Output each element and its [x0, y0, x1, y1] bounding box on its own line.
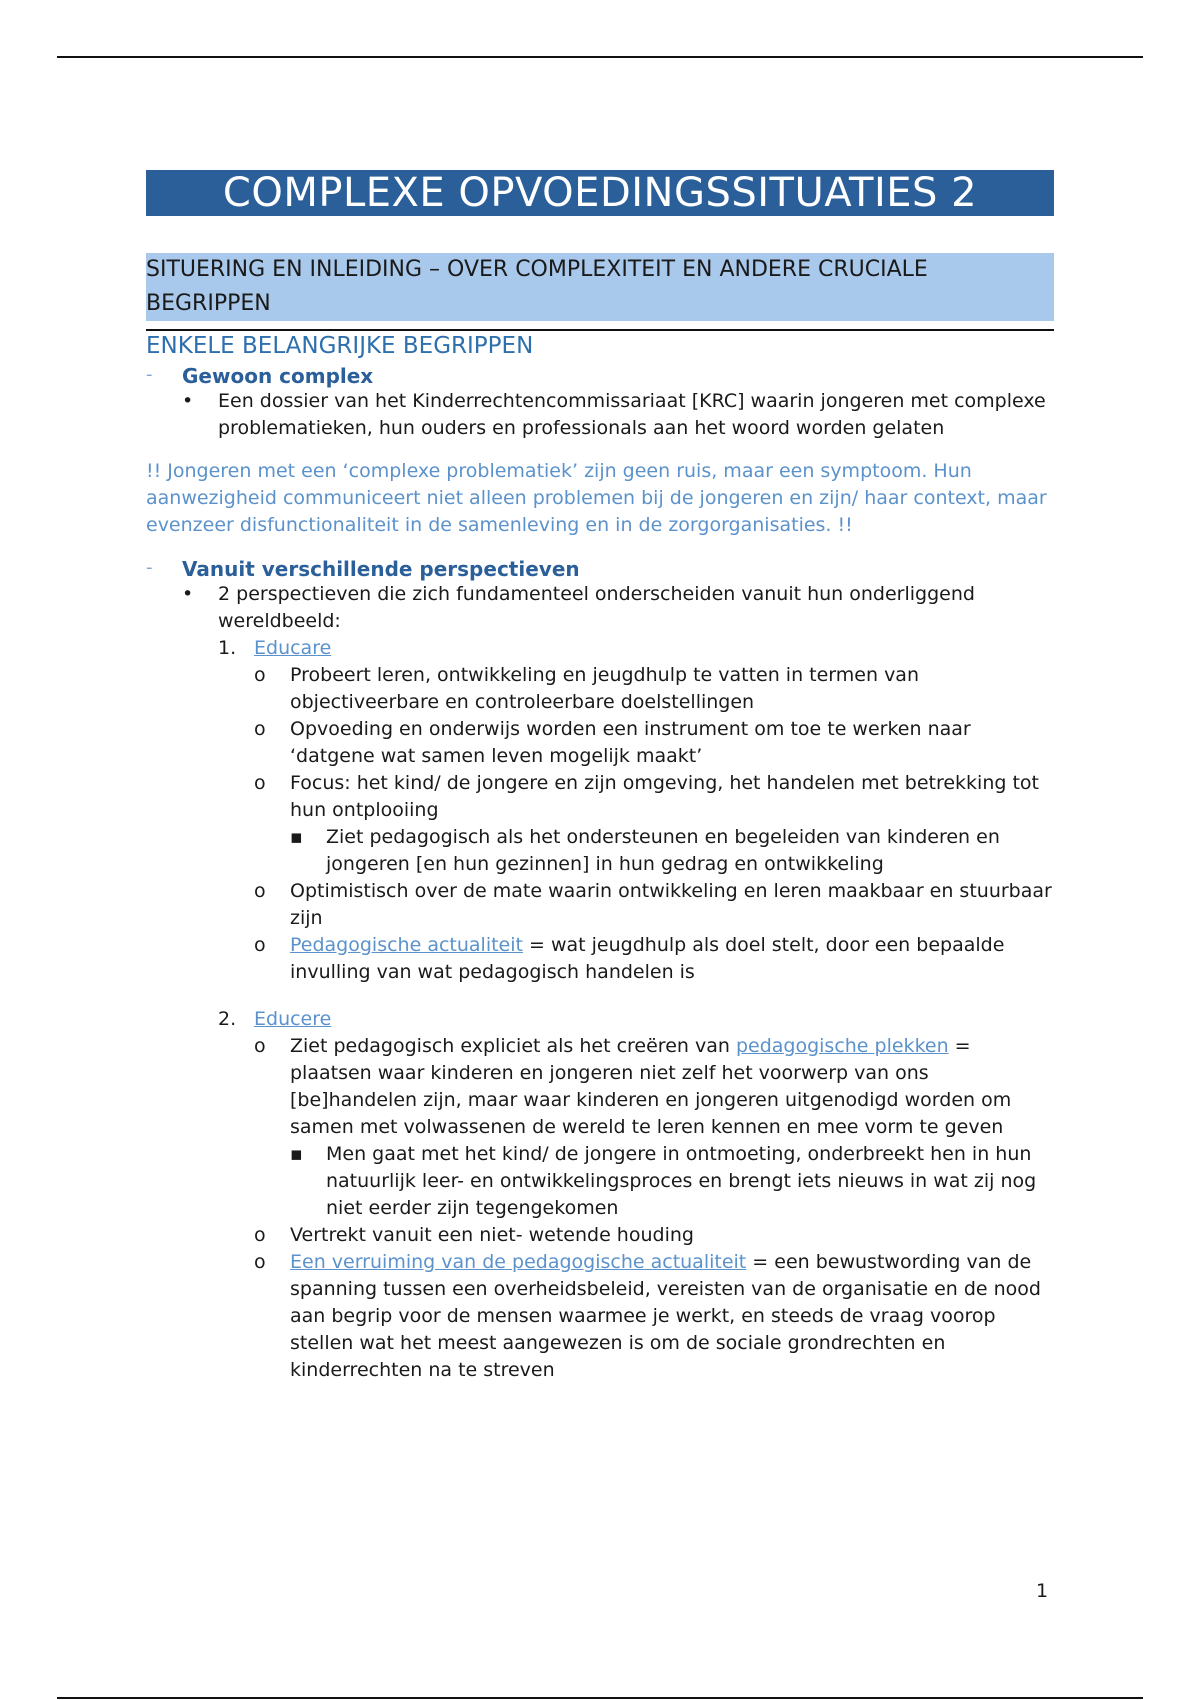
circle-marker: o [254, 1251, 266, 1273]
document-title: COMPLEXE OPVOEDINGSSITUATIES 2 [146, 170, 1054, 216]
footer-rule [57, 1697, 1143, 1699]
number-marker: 2. [218, 1008, 237, 1030]
list-item [254, 662, 1054, 716]
document-body [146, 170, 1054, 1384]
dash-marker: - [146, 557, 153, 578]
circle-marker: o [254, 718, 266, 740]
section-heading: SITUERING EN INLEIDING – OVER COMPLEXITEIT EN ANDERE CRUCIALE BEGRIPPEN [146, 253, 1054, 321]
list-item [254, 1033, 1054, 1141]
list-item-text: Een dossier van het Kinderrechtencommissariaat [KRC] waarin jongeren met complexe problematieken, hun ouders en professionals aan het woord worden gelaten [218, 390, 1046, 439]
list-item-text: = plaatsen waar kinderen en jongeren niet zelf het voorwerp van ons [be]handelen zijn, maar waar kinderen en jongeren uitgenodigd worden om samen met volwassenen de wereld te leren kennen en mee vorm te geven [290, 1035, 1012, 1138]
list-item-text: Optimistisch over de mate waarin ontwikkeling en leren maakbaar en stuurbaar zijn [290, 880, 1052, 929]
pedagogische-actualiteit-link[interactable]: Pedagogische actualiteit [290, 934, 523, 956]
pedagogische-plekken-link[interactable]: pedagogische plekken [735, 1035, 949, 1057]
list-item [254, 878, 1054, 932]
circle-marker: o [254, 1224, 266, 1246]
dash-item-label: Vanuit verschillende perspectieven [182, 557, 580, 581]
bullet-marker: • [182, 390, 194, 412]
list-item-text: Ziet pedagogisch expliciet als het creëren van [290, 1035, 736, 1057]
list-item [182, 388, 1054, 442]
list-item-text: Opvoeding en onderwijs worden een instrument om toe te werken naar ‘datgene wat samen leven mogelijk maakt’ [290, 718, 971, 767]
list-item-text: Probeert leren, ontwikkeling en jeugdhulp te vatten in termen van objectiveerbare en controleerbare doelstellingen [290, 664, 919, 713]
circle-marker: o [254, 1035, 266, 1057]
page-number: 1 [1036, 1580, 1049, 1602]
dash-item-label: Gewoon complex [182, 364, 374, 388]
number-marker: 1. [218, 637, 237, 659]
list-item [254, 770, 1054, 824]
list-item [290, 824, 1054, 878]
subheading: ENKELE BELANGRIJKE BEGRIPPEN [146, 333, 534, 359]
list-item-text: = wat jeugdhulp als doel stelt, door een bepaalde invulling van wat pedagogisch handelen is [290, 934, 1005, 983]
circle-marker: o [254, 934, 266, 956]
list-item [254, 1249, 1054, 1384]
numbered-item-educere [218, 1006, 1054, 1033]
educere-link[interactable]: Educere [254, 1008, 332, 1030]
square-marker: ▪ [290, 1143, 303, 1165]
circle-marker: o [254, 772, 266, 794]
list-item [290, 1141, 1054, 1222]
list-item-text: Focus: het kind/ de jongere en zijn omgeving, het handelen met betrekking tot hun ontplooiing [290, 772, 1039, 821]
dash-item-perspectieven [146, 557, 1054, 581]
bullet-marker: • [182, 583, 194, 605]
list-item-text: Ziet pedagogisch als het ondersteunen en begeleiden van kinderen en jongeren [en hun gezinnen] in hun gedrag en ontwikkeling [326, 826, 1000, 875]
list-item [254, 932, 1054, 986]
list-item-text: Men gaat met het kind/ de jongere in ontmoeting, onderbreekt hen in hun natuurlijk leer- en ontwikkelingsproces en brengt iets nieuws in wat zij nog niet eerder zijn tegengekomen [326, 1143, 1037, 1219]
notice-text: !! Jongeren met een ‘complexe problematiek’ zijn geen ruis, maar een symptoom. Hun aanwezigheid communiceert niet alleen problemen bij de jongeren en zijn/ haar context, maar evenzeer disfunctionaliteit in de samenleving en in de zorgorganisaties. !! [146, 460, 1047, 536]
educare-link[interactable]: Educare [254, 637, 332, 659]
header-rule [57, 56, 1143, 58]
dash-marker: - [146, 364, 153, 385]
list-item-text: 2 perspectieven die zich fundamenteel onderscheiden vanuit hun onderliggend wereldbeeld: [218, 583, 975, 632]
circle-marker: o [254, 880, 266, 902]
square-marker: ▪ [290, 826, 303, 848]
list-item [254, 1222, 1054, 1249]
circle-marker: o [254, 664, 266, 686]
dash-item-gewoon-complex [146, 364, 1054, 388]
list-item [182, 581, 1054, 635]
list-item-text: = een bewustwording van de spanning tussen een overheidsbeleid, vereisten van de organisatie en de nood aan begrip voor de mensen waarmee je werkt, en steeds de vraag voorop stellen wat het meest aangewezen is om de sociale grondrechten en kinderrechten na te streven [290, 1251, 1041, 1381]
list-item-text: Vertrekt vanuit een niet- wetende houding [290, 1224, 694, 1246]
list-item [254, 716, 1054, 770]
spacer [146, 986, 1054, 1006]
verruiming-link[interactable]: Een verruiming van de pedagogische actualiteit [290, 1251, 747, 1273]
numbered-item-educare [218, 635, 1054, 662]
